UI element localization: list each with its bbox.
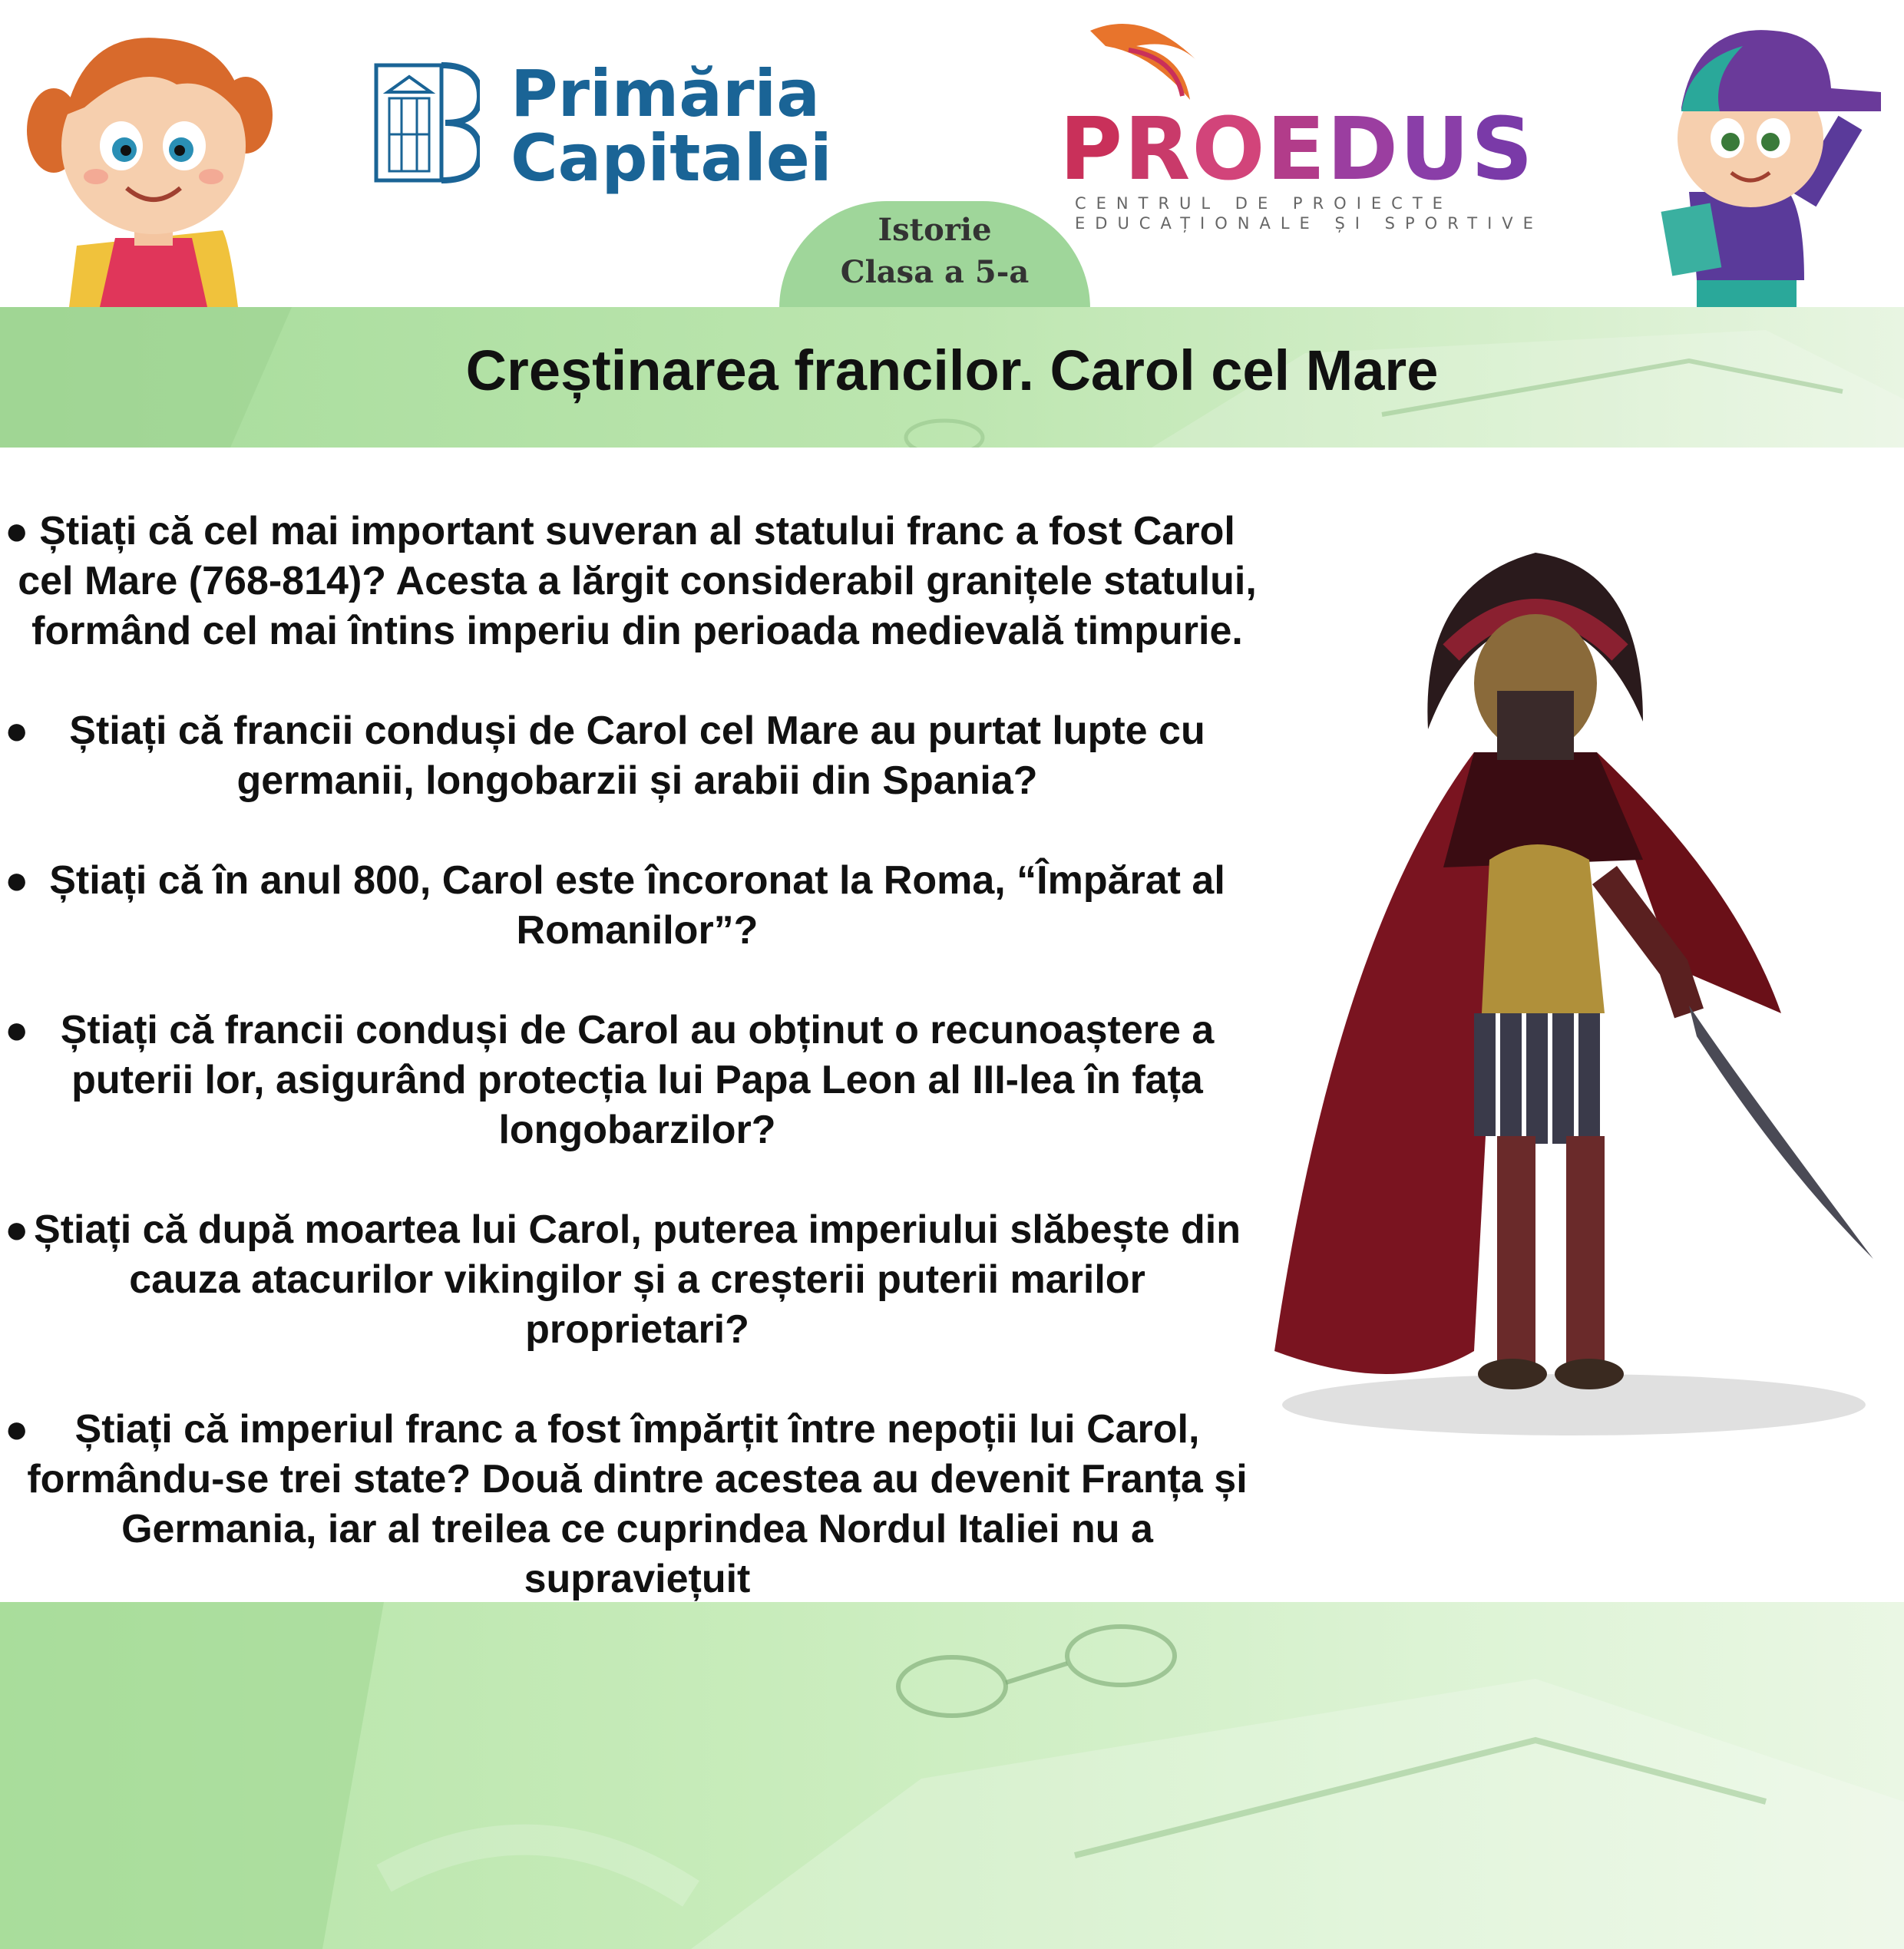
- fact-line: Știați că după moartea lui Carol, puterea imperiului slăbește din: [34, 1207, 1241, 1252]
- bullet: ●: [5, 1008, 29, 1052]
- subject-name: Istorie: [878, 212, 992, 248]
- fact-line: cel Mare (768-814)? Acesta a lărgit considerabil granițele statului,: [18, 559, 1257, 603]
- fact-line: cauza atacurilor vikingilor și a creșterii puterii marilor proprietari?: [129, 1257, 1145, 1352]
- girl-mascot-icon: [23, 15, 276, 307]
- fact-line: longobarzilor?: [498, 1108, 776, 1152]
- class-level: Clasa a 5-a: [840, 254, 1030, 290]
- page-title: Creștinarea francilor. Carol cel Mare: [465, 339, 1439, 402]
- primaria-line2: Capitalei: [511, 121, 832, 196]
- proedus-subtitle-line1: CENTRUL DE PROIECTE: [1075, 194, 1453, 213]
- fact-line: formând cel mai întins imperiu din perioada medievală timpurie.: [31, 609, 1243, 653]
- fact-line: Știați că în anul 800, Carol este încoronat la Roma, “Împărat al: [49, 858, 1225, 903]
- fact-line: Știați că cel mai important suveran al statului franc a fost Carol: [39, 509, 1235, 553]
- fact-line: Știați că francii conduși de Carol cel Mare au purtat lupte cu: [69, 709, 1205, 753]
- proedus-wordmark: [1059, 100, 1535, 200]
- proedus-letter: D: [1327, 100, 1400, 200]
- primaria-b-logo-icon: [372, 61, 480, 184]
- bullet: ●: [5, 509, 29, 553]
- fact-line: germanii, longobarzii și arabii din Spania?: [236, 758, 1038, 803]
- proedus-letter: R: [1124, 100, 1192, 200]
- fact-line: formându-se trei state? Două dintre acestea au devenit Franța și: [27, 1457, 1248, 1501]
- list-item: [0, 507, 1267, 656]
- title-band: [0, 307, 1904, 448]
- bullet: ●: [5, 858, 29, 903]
- list-item: [0, 1006, 1267, 1155]
- footer-band: [0, 1602, 1904, 1949]
- proedus-letter: E: [1266, 100, 1327, 200]
- bullet: ●: [5, 1207, 29, 1252]
- fact-line: Romanilor”?: [516, 908, 759, 953]
- list-item: [0, 706, 1267, 806]
- fact-line: Știați că imperiul franc a fost împărțit între nepoții lui Carol,: [74, 1407, 1200, 1452]
- proedus-logo: [1059, 15, 1543, 233]
- warrior-illustration: [1244, 537, 1889, 1443]
- proedus-flame-icon: [1083, 15, 1221, 107]
- bullet: ●: [5, 709, 29, 753]
- proedus-subtitle-line2: EDUCAȚIONALE ȘI SPORTIVE: [1075, 214, 1543, 233]
- primaria-capitalei-logo: [372, 56, 832, 207]
- fact-line: Știați că francii conduși de Carol au obținut o recunoaștere a: [60, 1008, 1215, 1052]
- bullet: ●: [5, 1407, 29, 1452]
- fact-line: Germania, iar al treilea ce cuprindea Nordul Italiei nu a supraviețuit: [121, 1507, 1153, 1601]
- proedus-letter: S: [1471, 100, 1535, 200]
- list-item: [0, 1205, 1267, 1355]
- proedus-letter: O: [1192, 100, 1267, 200]
- facts-list: [0, 507, 1267, 1704]
- proedus-letter: U: [1400, 100, 1471, 200]
- subject-tab: [779, 201, 1090, 309]
- proedus-letter: P: [1059, 100, 1125, 200]
- books-background-illustration: [0, 1602, 1904, 1949]
- primaria-line1: Primăria: [511, 56, 820, 131]
- list-item: [0, 856, 1267, 956]
- fact-line: puterii lor, asigurând protecția lui Papa Leon al III-lea în fața: [71, 1058, 1203, 1102]
- proedus-subtitle: [1075, 193, 1543, 233]
- boy-mascot-icon: [1651, 15, 1881, 307]
